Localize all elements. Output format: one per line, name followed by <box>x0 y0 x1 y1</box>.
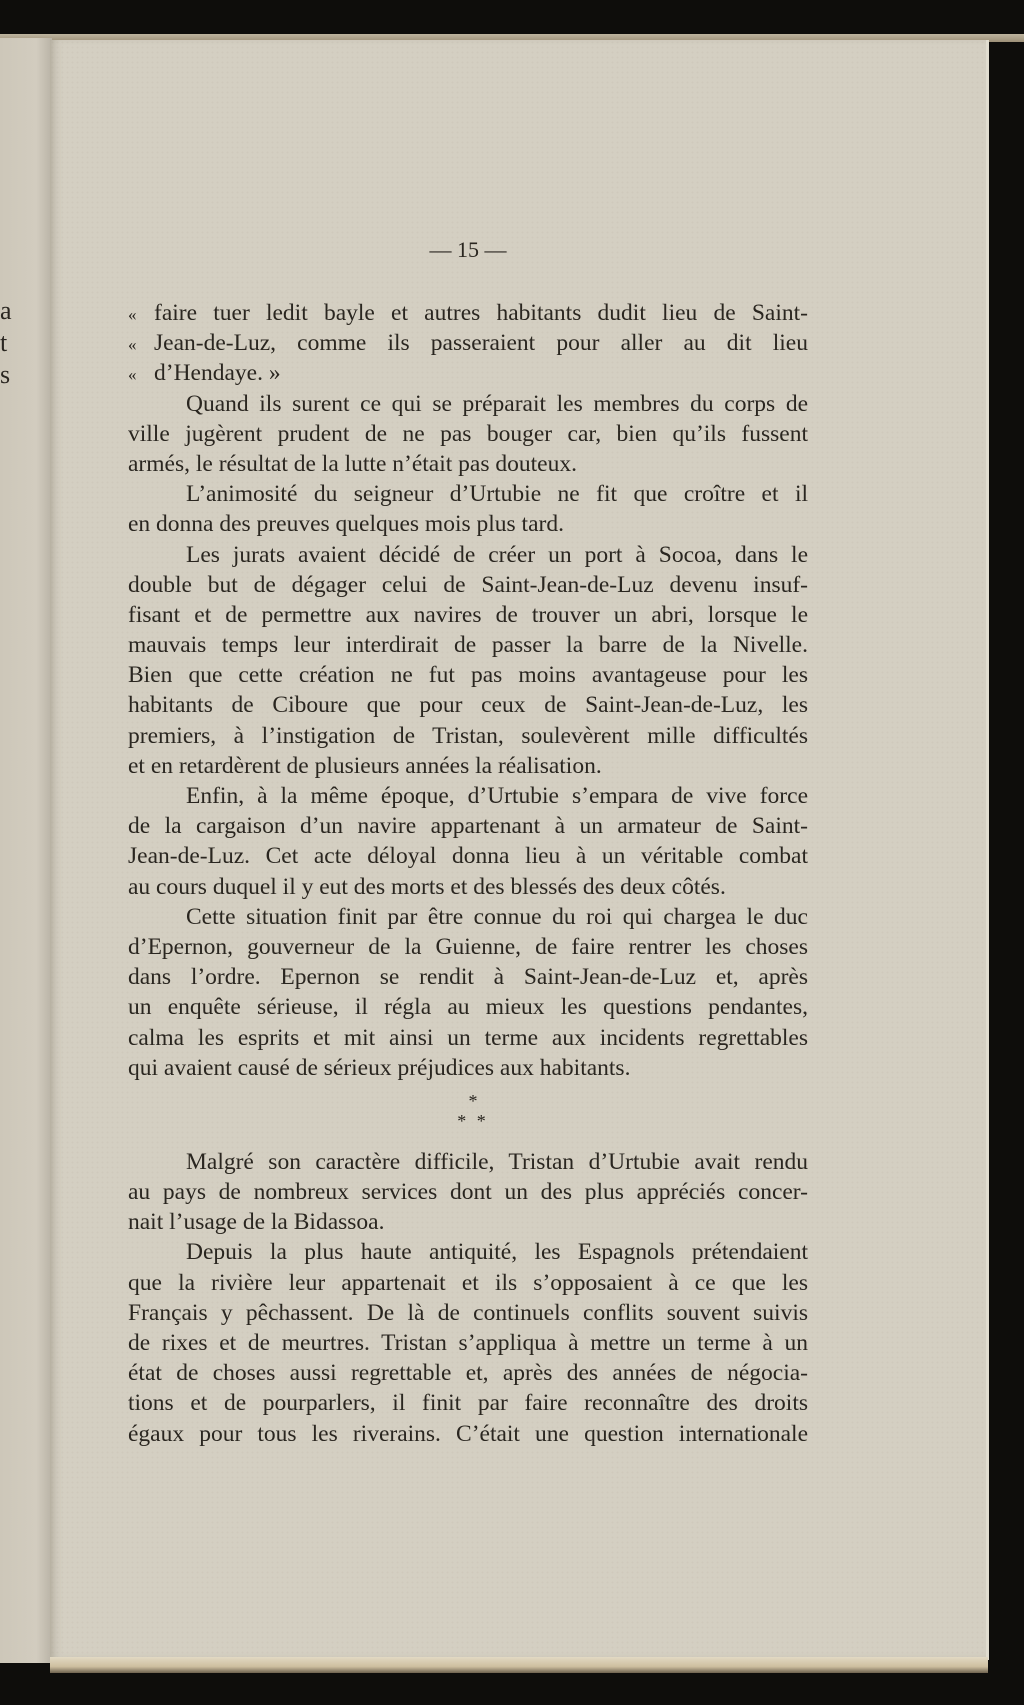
text-line: habitants de Ciboure que pour ceux de Saint-Jean-de-Luz, les <box>128 692 808 719</box>
text-line: Enfin, à la même époque, d’Urtubie s’empara de vive force <box>186 783 808 809</box>
text-line: ville jugèrent prudent de ne pas bouger car, bien qu’ils fussent <box>128 420 808 447</box>
quote-mark: « <box>128 305 137 324</box>
quote-mark: « <box>128 365 137 385</box>
paragraph <box>128 540 808 782</box>
text-line: au cours duquel il y eut des morts et des blessés des deux côtés. <box>128 873 726 900</box>
text-line: Français y pêchassent. De là de continuels conflits souvent suivis <box>128 1299 808 1326</box>
text-line: état de choses aussi regrettable et, après des années de négocia- <box>128 1360 808 1387</box>
quote-line <box>128 358 808 388</box>
text-line: d’Epernon, gouverneur de la Guienne, de faire rentrer les choses <box>128 933 808 960</box>
text-line: qui avaient causé de sérieux préjudices aux habitants. <box>128 1054 631 1081</box>
quote-text: faire tuer ledit bayle et autres habitants dudit lieu de Saint- <box>154 300 808 326</box>
page-number: — 15 — <box>429 237 507 262</box>
page-right-edge <box>986 40 989 1660</box>
text-line: Cette situation finit par être connue du roi qui chargea le duc <box>186 903 808 930</box>
section-break-asterism <box>128 1083 808 1147</box>
text-line: mauvais temps leur interdirait de passer la barre de la Nivelle. <box>128 632 808 659</box>
text-line: au pays de nombreux services dont un des plus appréciés concer- <box>128 1179 808 1206</box>
text-line: Depuis la plus haute antiquité, les Espagnols prétendaient <box>186 1239 808 1266</box>
text-line: en donna des preuves quelques mois plus tard. <box>128 511 564 538</box>
text-line: armés, le résultat de la lutte n’était pas douteux. <box>128 450 577 477</box>
left-fragment: t <box>0 328 8 357</box>
text-line: Quand ils surent ce qui se préparait les membres du corps de <box>186 390 808 417</box>
page-bottom-edge <box>50 1657 988 1673</box>
paragraph <box>128 298 808 389</box>
body-text <box>128 298 808 1449</box>
left-fragment: a <box>0 296 12 325</box>
text-line: double but de dégager celui de Saint-Jean-de-Luz devenu insuf- <box>128 571 808 598</box>
asterism-bottom: * * <box>457 1110 489 1131</box>
text-line: tions et de pourparlers, il finit par faire reconnaître des droits <box>128 1390 808 1417</box>
quote-line <box>128 298 808 328</box>
text-line: premiers, à l’instigation de Tristan, soulevèrent mille difficultés <box>128 722 808 749</box>
text-line: égaux pour tous les riverains. C’était une question internationale <box>128 1420 808 1447</box>
quote-text: d’Hendaye. » <box>154 360 281 387</box>
previous-page-edge <box>0 38 52 1663</box>
text-line: de rixes et de meurtres. Tristan s’appliqua à mettre un terme à un <box>128 1330 808 1356</box>
text-line: Malgré son caractère difficile, Tristan d’Urtubie avait rendu <box>186 1148 808 1175</box>
paragraph <box>128 479 808 539</box>
text-line: Les jurats avaient décidé de créer un port à Socoa, dans le <box>186 541 808 568</box>
paragraph <box>128 902 808 1083</box>
text-line: fisant et de permettre aux navires de trouver un abri, lorsque le <box>128 601 808 628</box>
quote-line <box>128 328 808 358</box>
paragraph <box>128 1147 808 1238</box>
quote-mark: « <box>128 335 137 355</box>
paragraph <box>128 389 808 480</box>
text-line: Bien que cette création ne fut pas moins avantageuse pour les <box>128 662 808 689</box>
text-line: un enquête sérieuse, il régla au mieux les questions pendantes, <box>128 994 808 1021</box>
paragraph <box>128 781 808 902</box>
paragraph <box>128 1237 808 1448</box>
quote-text: Jean-de-Luz, comme ils passeraient pour aller au dit lieu <box>154 330 808 357</box>
text-line: que la rivière leur appartenait et ils s’opposaient à ce que les <box>128 1269 808 1296</box>
text-line: dans l’ordre. Epernon se rendit à Saint-Jean-de-Luz et, après <box>128 964 808 991</box>
text-line: calma les esprits et mit ainsi un terme aux incidents regrettables <box>128 1024 808 1051</box>
text-line: de la cargaison d’un navire appartenant à un armateur de Saint- <box>128 813 808 840</box>
text-line: et en retardèrent de plusieurs années la réalisation. <box>128 752 602 779</box>
left-fragment: s <box>0 360 11 389</box>
text-line: L’animosité du seigneur d’Urtubie ne fit que croître et il <box>186 481 808 508</box>
asterism-top: * <box>468 1090 478 1111</box>
text-line: nait l’usage de la Bidassoa. <box>128 1209 385 1236</box>
text-line: Jean-de-Luz. Cet acte déloyal donna lieu à un véritable combat <box>128 843 808 870</box>
